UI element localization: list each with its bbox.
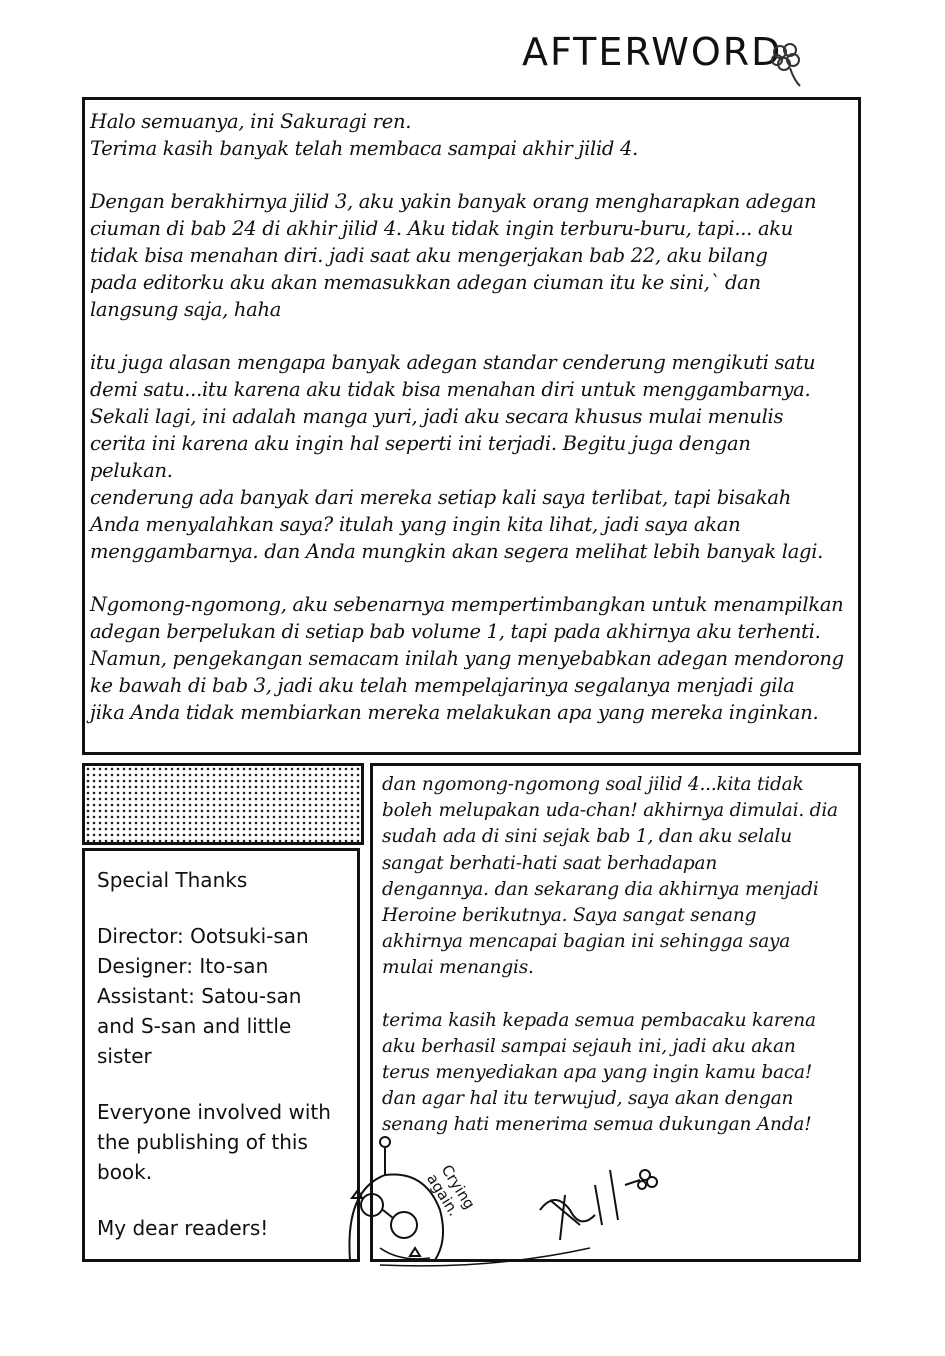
special-thanks-list: [97, 865, 347, 1243]
closing-body: [382, 772, 854, 1139]
author-doodle-illustration: [340, 1130, 670, 1270]
paragraph: Halo semuanya, ini Sakuragi ren. Terima kasih banyak telah membaca sampai akhir jilid 4.: [90, 110, 639, 160]
paragraph: terima kasih kepada semua pembacaku karena aku berhasil sampai sejauh ini, jadi aku akan terus menyediakan apa yang ingin kamu baca! dan agar hal itu terwujud, saya akan dengan senang hati menerima semua dukungan Anda!: [382, 1009, 816, 1136]
paragraph: Ngomong-ngomong, aku sebenarnya mempertimbangkan untuk menampilkan adegan berpelukan di setiap bab volume 1, tapi pada akhirnya aku terhenti. Namun, pengekangan semacam inilah yang menyebabkan adegan mendorong ke bawah di bab 3, jadi aku telah mempelajarinya segalanya menjadi gila jika Anda tidak membiarkan mereka melakukan apa yang mereka inginkan.: [90, 593, 844, 724]
thanks-readers: My dear readers!: [97, 1216, 269, 1240]
special-thanks-panel: [82, 848, 360, 1262]
page-title: AFTERWORD: [522, 30, 783, 74]
main-text-panel: [82, 97, 861, 755]
paragraph: itu juga alasan mengapa banyak adegan standar cenderung mengikuti satu demi satu...itu karena aku tidak bisa menahan diri untuk menggambarnya. Sekali lagi, ini adalah manga yuri, jadi aku secara khusus mulai menulis cerita ini karena aku ingin hal seperti ini terjadi. Begitu juga dengan pelukan. cenderung ada banyak dari mereka setiap kali saya terlibat, tapi bisakah Anda menyalahkan saya? itulah yang ingin kita lihat, jadi saya akan menggambarnya. dan Anda mungkin akan segera melihat lebih banyak lagi.: [90, 351, 824, 563]
paragraph: dan ngomong-ngomong soal jilid 4...kita tidak boleh melupakan uda-chan! akhirnya dimulai. dia sudah ada di sini sejak bab 1, dan aku selalu sangat berhati-hati saat berhadapan dengannya. dan sekarang dia akhirnya menjadi Heroine berikutnya. Saya sangat senang akhirnya mencapai bagian ini sehingga saya mulai menangis.: [382, 774, 838, 979]
thanks-publishing: Everyone involved with the publishing of this book.: [97, 1100, 331, 1184]
screentone-panel: [82, 763, 364, 845]
thanks-heading: Special Thanks: [97, 868, 248, 892]
paragraph: Dengan berakhirnya jilid 3, aku yakin banyak orang mengharapkan adegan ciuman di bab 24 di akhir jilid 4. Aku tidak ingin terburu-buru, tapi... aku tidak bisa menahan diri. jadi saat aku mengerjakan bab 22, aku bilang pada editorku aku akan memasukkan adegan ciuman itu ke sini,` dan langsung saja, haha: [90, 190, 817, 321]
thanks-staff: Director: Ootsuki-san Designer: Ito-san Assistant: Satou-san and S-san and little sister: [97, 924, 309, 1068]
doodle-caption: Crying again.: [423, 1161, 479, 1220]
afterword-body: [90, 108, 854, 726]
flower-icon: [768, 40, 808, 90]
